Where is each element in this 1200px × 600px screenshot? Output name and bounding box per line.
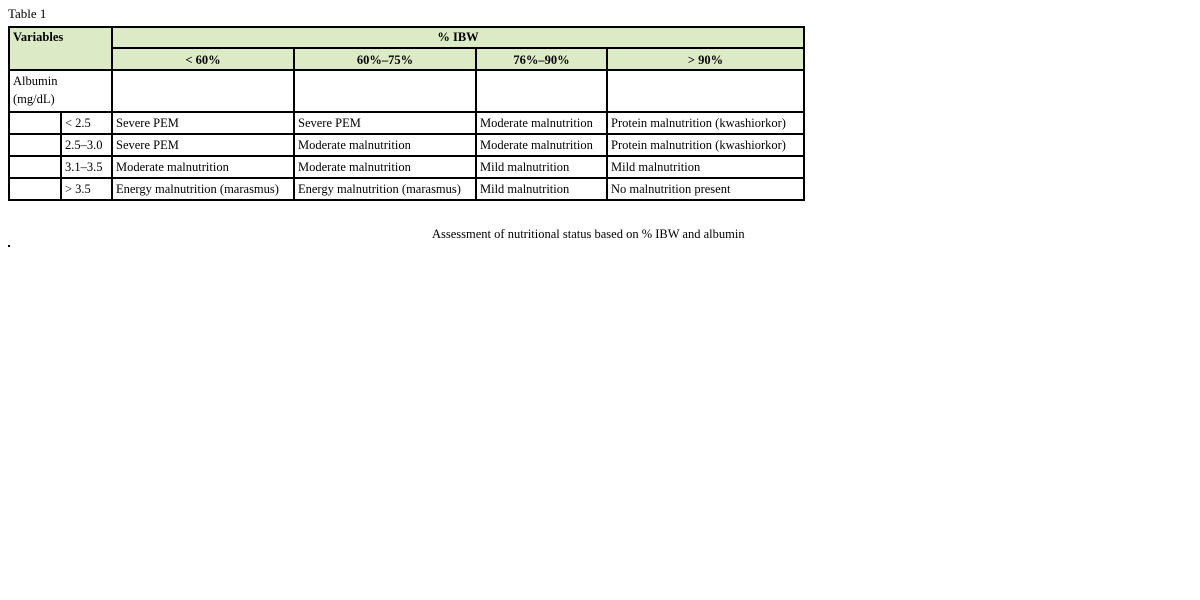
status-cell: Energy malnutrition (marasmus) bbox=[112, 178, 294, 200]
nutrition-status-table bbox=[8, 26, 805, 201]
column-header: 60%–75% bbox=[294, 48, 476, 70]
table-row bbox=[9, 112, 804, 134]
albumin-range-cell: > 3.5 bbox=[61, 178, 112, 200]
status-cell: Moderate malnutrition bbox=[294, 134, 476, 156]
albumin-range-cell: 3.1–3.5 bbox=[61, 156, 112, 178]
spacer-cell bbox=[9, 156, 61, 178]
status-cell: Mild malnutrition bbox=[476, 178, 607, 200]
albumin-row-header bbox=[9, 70, 112, 112]
ibw-group-header: % IBW bbox=[112, 27, 804, 48]
column-header: 76%–90% bbox=[476, 48, 607, 70]
table-row bbox=[9, 156, 804, 178]
table-label: Table 1 bbox=[8, 6, 47, 21]
status-cell: Protein malnutrition (kwashiorkor) bbox=[607, 112, 804, 134]
status-cell: Moderate malnutrition bbox=[476, 134, 607, 156]
status-cell: Moderate malnutrition bbox=[112, 156, 294, 178]
empty-cell bbox=[294, 70, 476, 112]
variables-header: Variables bbox=[9, 27, 112, 70]
albumin-unit: (mg/dL) bbox=[13, 92, 55, 106]
status-cell: Severe PEM bbox=[112, 112, 294, 134]
status-cell: Severe PEM bbox=[112, 134, 294, 156]
empty-cell bbox=[476, 70, 607, 112]
empty-cell bbox=[607, 70, 804, 112]
status-cell: Moderate malnutrition bbox=[294, 156, 476, 178]
stray-dot bbox=[8, 245, 10, 247]
header-row-columns bbox=[9, 48, 804, 70]
albumin-range-cell: < 2.5 bbox=[61, 112, 112, 134]
albumin-range-cell: 2.5–3.0 bbox=[61, 134, 112, 156]
status-cell: Severe PEM bbox=[294, 112, 476, 134]
table-row bbox=[9, 134, 804, 156]
status-cell: Moderate malnutrition bbox=[476, 112, 607, 134]
spacer-cell bbox=[9, 178, 61, 200]
empty-cell bbox=[112, 70, 294, 112]
table-caption: Assessment of nutritional status based on % IBW and albumin bbox=[432, 227, 745, 241]
status-cell: Mild malnutrition bbox=[476, 156, 607, 178]
albumin-row bbox=[9, 70, 804, 112]
spacer-cell bbox=[9, 134, 61, 156]
status-cell: Energy malnutrition (marasmus) bbox=[294, 178, 476, 200]
header-row-group bbox=[9, 27, 804, 48]
column-header: < 60% bbox=[112, 48, 294, 70]
albumin-label: Albumin bbox=[13, 74, 58, 88]
status-cell: No malnutrition present bbox=[607, 178, 804, 200]
status-cell: Mild malnutrition bbox=[607, 156, 804, 178]
table-row bbox=[9, 178, 804, 200]
status-cell: Protein malnutrition (kwashiorkor) bbox=[607, 134, 804, 156]
spacer-cell bbox=[9, 112, 61, 134]
column-header: > 90% bbox=[607, 48, 804, 70]
